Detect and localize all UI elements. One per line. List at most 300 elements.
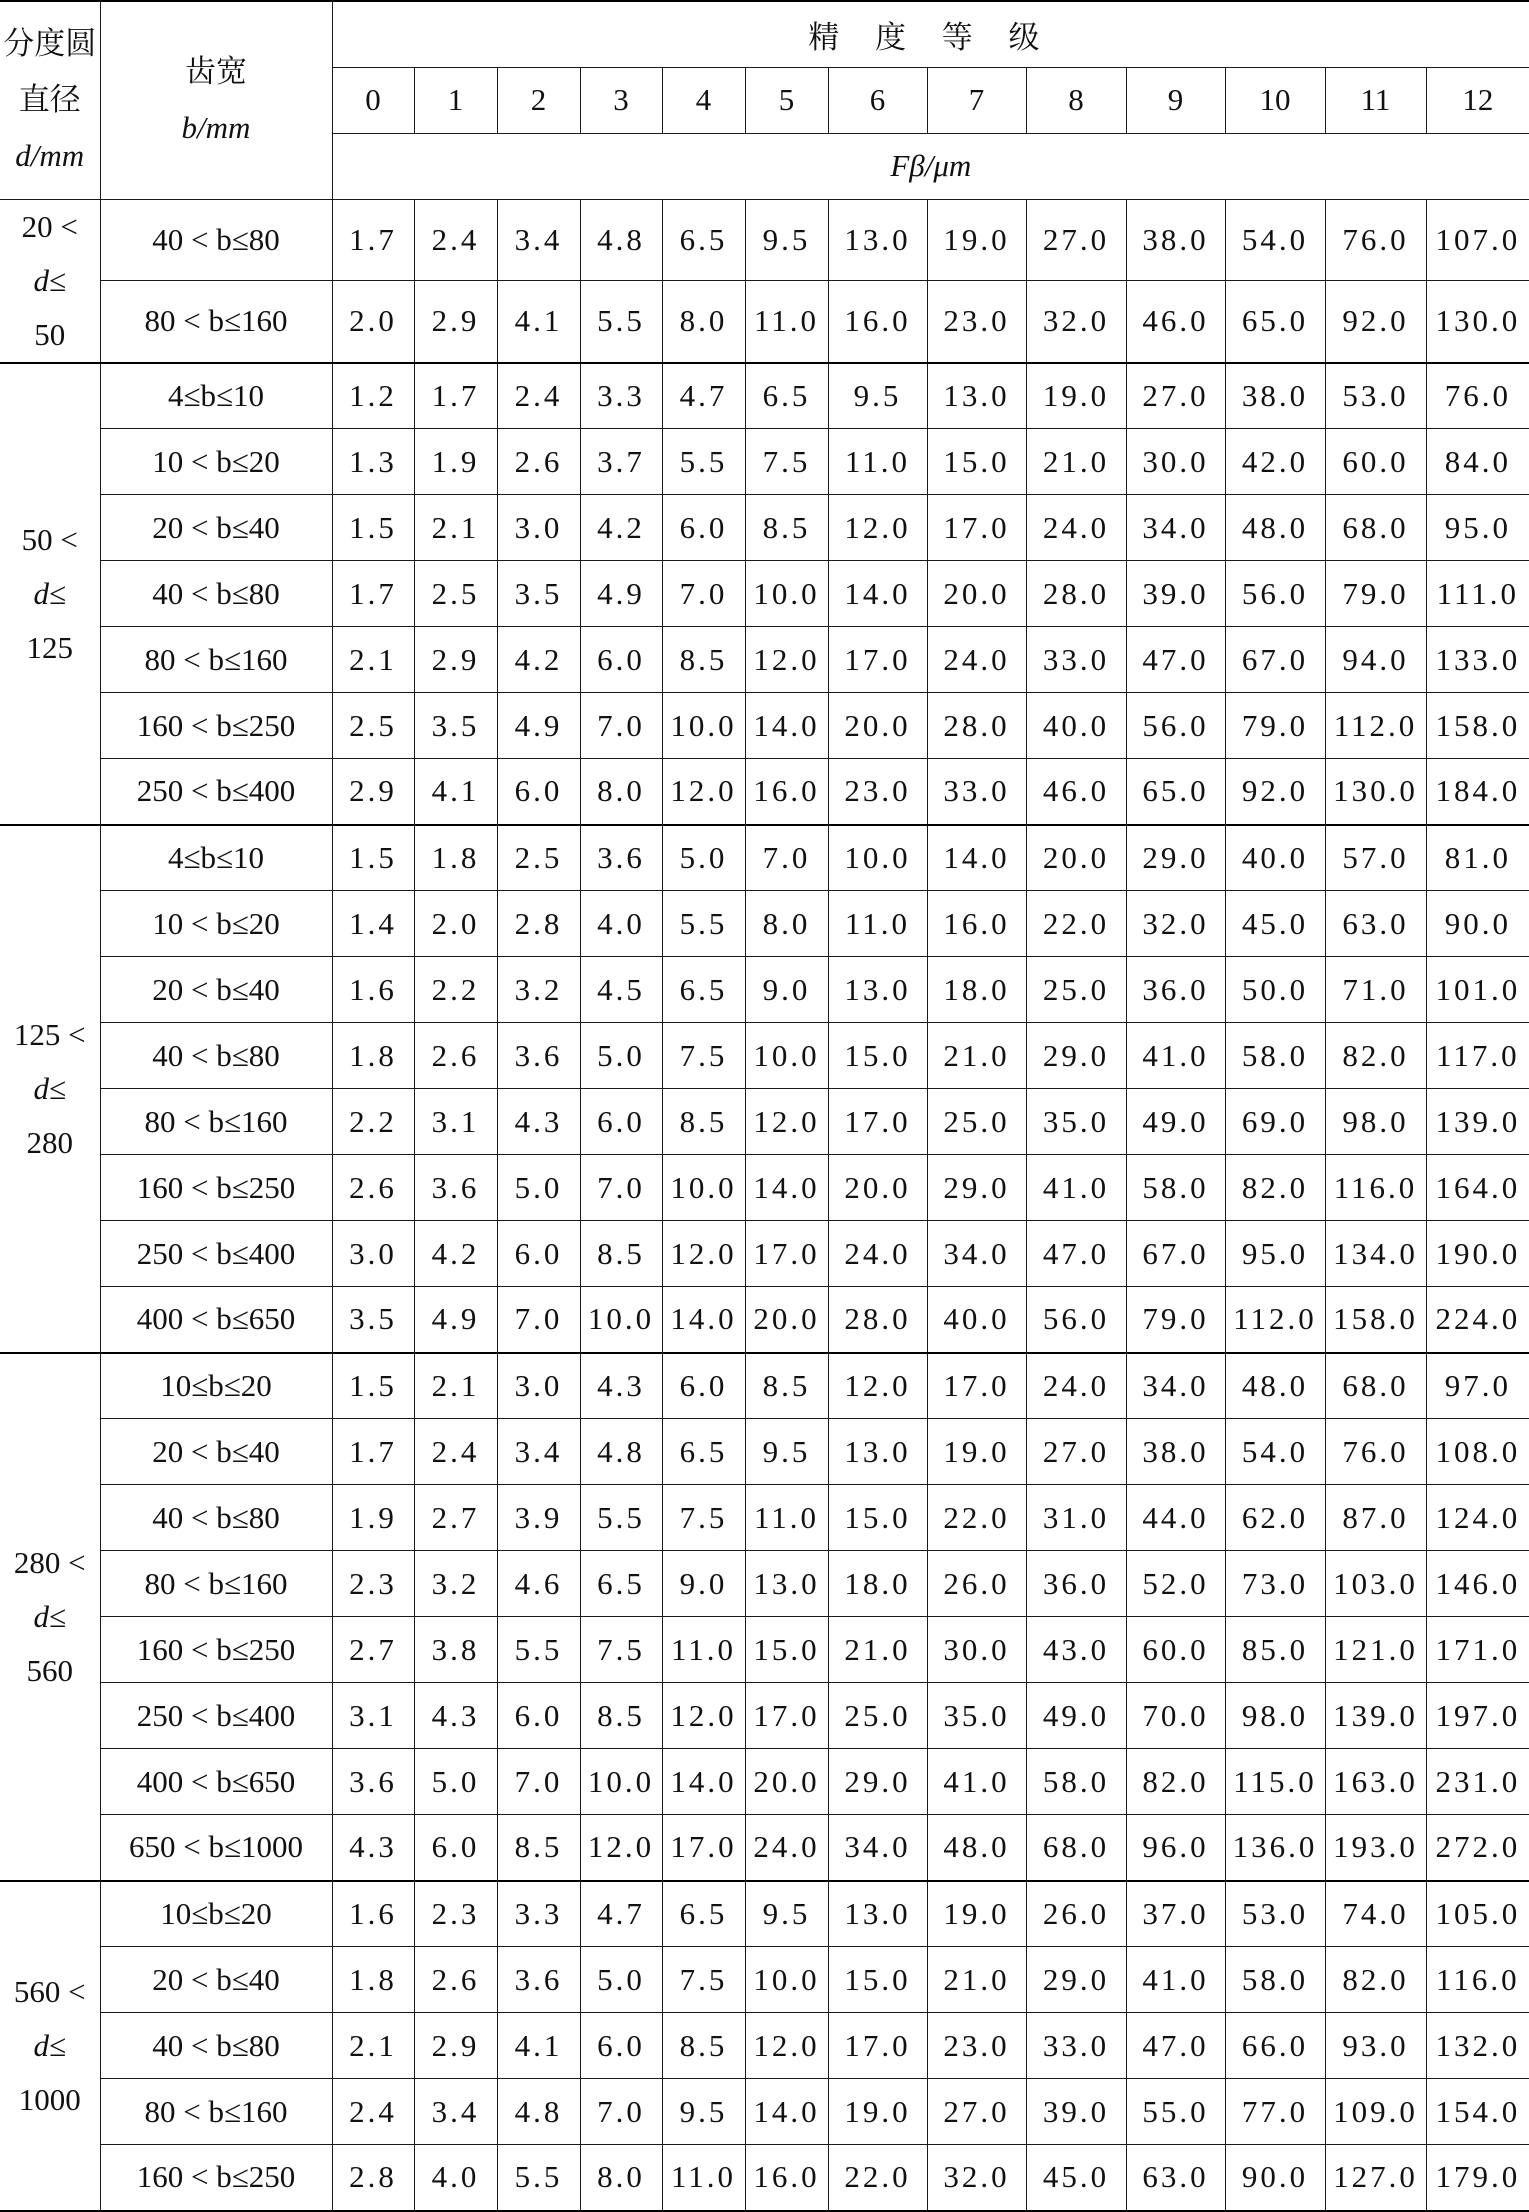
tolerance-value-cell: 65.0	[1225, 281, 1325, 363]
tolerance-value-cell: 8.0	[745, 891, 828, 957]
width-range-cell: 160 < b≤250	[100, 1155, 332, 1221]
tolerance-value-cell: 2.0	[332, 281, 414, 363]
tolerance-value-cell: 13.0	[745, 1551, 828, 1617]
tolerance-value-cell: 27.0	[1026, 1419, 1126, 1485]
width-range-cell: 4≤b≤10	[100, 363, 332, 429]
tolerance-value-cell: 2.4	[332, 2079, 414, 2145]
tolerance-value-cell: 17.0	[745, 1683, 828, 1749]
tolerance-value-cell: 7.0	[497, 1749, 580, 1815]
tolerance-value-cell: 14.0	[745, 1155, 828, 1221]
tolerance-value-cell: 46.0	[1126, 281, 1225, 363]
tolerance-value-cell: 20.0	[927, 561, 1026, 627]
tolerance-value-cell: 130.0	[1325, 759, 1426, 825]
table-row	[0, 693, 1529, 759]
diameter-range-line: d≤	[33, 575, 66, 611]
tolerance-value-cell: 21.0	[927, 1023, 1026, 1089]
width-range-cell: 80 < b≤160	[100, 1089, 332, 1155]
tolerance-value-cell: 22.0	[1026, 891, 1126, 957]
width-range-cell: 20 < b≤40	[100, 495, 332, 561]
tolerance-value-cell: 53.0	[1325, 363, 1426, 429]
tolerance-value-cell: 12.0	[662, 1683, 745, 1749]
table-row	[0, 1023, 1529, 1089]
tolerance-value-cell: 193.0	[1325, 1815, 1426, 1881]
tolerance-value-cell: 1.5	[332, 1353, 414, 1419]
tolerance-value-cell: 3.3	[580, 363, 662, 429]
tolerance-value-cell: 11.0	[662, 1617, 745, 1683]
tolerance-value-cell: 184.0	[1426, 759, 1529, 825]
tolerance-value-cell: 130.0	[1426, 281, 1529, 363]
tolerance-value-cell: 47.0	[1026, 1221, 1126, 1287]
table-row	[0, 627, 1529, 693]
tolerance-value-cell: 5.0	[580, 1023, 662, 1089]
tolerance-value-cell: 40.0	[1026, 693, 1126, 759]
tolerance-value-cell: 20.0	[828, 693, 927, 759]
tolerance-value-cell: 9.5	[745, 1419, 828, 1485]
tolerance-value-cell: 3.4	[414, 2079, 497, 2145]
tolerance-value-cell: 3.2	[414, 1551, 497, 1617]
tolerance-value-cell: 49.0	[1026, 1683, 1126, 1749]
tolerance-value-cell: 16.0	[927, 891, 1026, 957]
tolerance-value-cell: 67.0	[1225, 627, 1325, 693]
width-range-cell: 20 < b≤40	[100, 957, 332, 1023]
tolerance-value-cell: 2.9	[414, 2013, 497, 2079]
tolerance-value-cell: 3.4	[497, 1419, 580, 1485]
width-range-cell: 40 < b≤80	[100, 199, 332, 281]
table-row	[0, 825, 1529, 891]
tolerance-value-cell: 112.0	[1225, 1287, 1325, 1353]
tolerance-value-cell: 6.0	[580, 1089, 662, 1155]
tolerance-value-cell: 85.0	[1225, 1617, 1325, 1683]
width-range-cell: 20 < b≤40	[100, 1947, 332, 2013]
tolerance-value-cell: 139.0	[1426, 1089, 1529, 1155]
tolerance-value-cell: 76.0	[1426, 363, 1529, 429]
tolerance-value-cell: 17.0	[745, 1221, 828, 1287]
tolerance-value-cell: 6.5	[662, 1419, 745, 1485]
tolerance-value-cell: 1.9	[414, 429, 497, 495]
tolerance-value-cell: 6.5	[662, 957, 745, 1023]
tolerance-value-cell: 36.0	[1126, 957, 1225, 1023]
table-row	[0, 1485, 1529, 1551]
tolerance-value-cell: 55.0	[1126, 2079, 1225, 2145]
tolerance-value-cell: 116.0	[1426, 1947, 1529, 2013]
table-row	[0, 561, 1529, 627]
tolerance-value-cell: 2.9	[414, 627, 497, 693]
tolerance-value-cell: 34.0	[1126, 495, 1225, 561]
tolerance-value-cell: 23.0	[927, 281, 1026, 363]
tolerance-value-cell: 4.9	[414, 1287, 497, 1353]
tolerance-value-cell: 10.0	[745, 561, 828, 627]
tolerance-value-cell: 7.5	[662, 1485, 745, 1551]
tolerance-value-cell: 34.0	[828, 1815, 927, 1881]
tolerance-value-cell: 7.5	[662, 1023, 745, 1089]
tolerance-value-cell: 37.0	[1126, 1881, 1225, 1947]
tolerance-value-cell: 34.0	[1126, 1353, 1225, 1419]
diameter-range-line: 560	[26, 1652, 73, 1688]
tolerance-value-cell: 4.8	[580, 1419, 662, 1485]
tolerance-value-cell: 136.0	[1225, 1815, 1325, 1881]
tolerance-value-cell: 21.0	[828, 1617, 927, 1683]
width-range-cell: 160 < b≤250	[100, 1617, 332, 1683]
tolerance-value-cell: 2.4	[414, 199, 497, 281]
tolerance-value-cell: 7.0	[745, 825, 828, 891]
tolerance-value-cell: 7.0	[580, 1155, 662, 1221]
tolerance-value-cell: 1.3	[332, 429, 414, 495]
tolerance-value-cell: 2.1	[332, 2013, 414, 2079]
tolerance-value-cell: 65.0	[1126, 759, 1225, 825]
tolerance-value-cell: 3.6	[497, 1023, 580, 1089]
tolerance-value-cell: 7.5	[662, 1947, 745, 2013]
tolerance-value-cell: 154.0	[1426, 2079, 1529, 2145]
tolerance-value-cell: 2.7	[414, 1485, 497, 1551]
tolerance-value-cell: 109.0	[1325, 2079, 1426, 2145]
tolerance-value-cell: 2.6	[414, 1023, 497, 1089]
tolerance-value-cell: 1.4	[332, 891, 414, 957]
tolerance-value-cell: 2.4	[414, 1419, 497, 1485]
diameter-range-cell	[0, 1881, 100, 2211]
tolerance-value-cell: 4.9	[497, 693, 580, 759]
tolerance-value-cell: 98.0	[1225, 1683, 1325, 1749]
tolerance-value-cell: 108.0	[1426, 1419, 1529, 1485]
tolerance-value-cell: 20.0	[1026, 825, 1126, 891]
tolerance-value-cell: 17.0	[828, 1089, 927, 1155]
tolerance-value-cell: 38.0	[1126, 199, 1225, 281]
tolerance-value-cell: 2.7	[332, 1617, 414, 1683]
tolerance-value-cell: 224.0	[1426, 1287, 1529, 1353]
tolerance-value-cell: 2.9	[332, 759, 414, 825]
tolerance-value-cell: 2.3	[332, 1551, 414, 1617]
tolerance-value-cell: 5.5	[580, 1485, 662, 1551]
precision-grade-title: 精 度 等 级	[332, 1, 1529, 67]
tolerance-value-cell: 8.5	[580, 1221, 662, 1287]
tolerance-value-cell: 1.8	[332, 1023, 414, 1089]
tolerance-value-cell: 73.0	[1225, 1551, 1325, 1617]
tolerance-value-cell: 2.0	[414, 891, 497, 957]
table-row	[0, 1881, 1529, 1947]
tolerance-value-cell: 9.5	[828, 363, 927, 429]
tolerance-value-cell: 1.8	[414, 825, 497, 891]
tolerance-value-cell: 171.0	[1426, 1617, 1529, 1683]
tolerance-value-cell: 9.5	[745, 1881, 828, 1947]
tolerance-value-cell: 19.0	[828, 2079, 927, 2145]
table-row	[0, 1155, 1529, 1221]
table-row	[0, 2079, 1529, 2145]
tolerance-value-cell: 19.0	[927, 1419, 1026, 1485]
tolerance-value-cell: 33.0	[927, 759, 1026, 825]
tolerance-value-cell: 146.0	[1426, 1551, 1529, 1617]
diameter-label-line2: 直径	[18, 82, 81, 118]
table-row	[0, 759, 1529, 825]
tolerance-value-cell: 2.1	[332, 627, 414, 693]
tolerance-value-cell: 41.0	[1026, 1155, 1126, 1221]
tolerance-value-cell: 8.5	[580, 1683, 662, 1749]
tolerance-value-cell: 63.0	[1126, 2145, 1225, 2211]
tolerance-value-cell: 90.0	[1225, 2145, 1325, 2211]
tolerance-value-cell: 47.0	[1126, 2013, 1225, 2079]
diameter-range-line: 280	[26, 1124, 73, 1160]
tolerance-value-cell: 5.0	[414, 1749, 497, 1815]
table-row	[0, 1947, 1529, 2013]
tolerance-value-cell: 14.0	[745, 693, 828, 759]
tolerance-value-cell: 4.5	[580, 957, 662, 1023]
width-range-cell: 400 < b≤650	[100, 1287, 332, 1353]
tolerance-value-cell: 10.0	[828, 825, 927, 891]
tolerance-value-cell: 23.0	[828, 759, 927, 825]
tolerance-value-cell: 1.6	[332, 957, 414, 1023]
tolerance-value-cell: 14.0	[828, 561, 927, 627]
tolerance-value-cell: 26.0	[1026, 1881, 1126, 1947]
tolerance-value-cell: 14.0	[927, 825, 1026, 891]
tolerance-value-cell: 52.0	[1126, 1551, 1225, 1617]
tolerance-value-cell: 20.0	[745, 1749, 828, 1815]
width-range-cell: 20 < b≤40	[100, 1419, 332, 1485]
tolerance-value-cell: 18.0	[828, 1551, 927, 1617]
tolerance-value-cell: 41.0	[1126, 1023, 1225, 1089]
grade-header-cell: 0	[332, 67, 414, 133]
table-row	[0, 2013, 1529, 2079]
grade-header-cell: 1	[414, 67, 497, 133]
tolerance-value-cell: 164.0	[1426, 1155, 1529, 1221]
tolerance-value-cell: 4.7	[662, 363, 745, 429]
tolerance-value-cell: 24.0	[927, 627, 1026, 693]
tolerance-value-cell: 6.5	[662, 1881, 745, 1947]
tolerance-value-cell: 8.0	[580, 759, 662, 825]
tolerance-value-cell: 12.0	[662, 759, 745, 825]
tolerance-value-cell: 28.0	[1026, 561, 1126, 627]
tolerance-value-cell: 54.0	[1225, 1419, 1325, 1485]
width-range-cell: 10≤b≤20	[100, 1353, 332, 1419]
tolerance-value-cell: 158.0	[1426, 693, 1529, 759]
grade-header-cell: 8	[1026, 67, 1126, 133]
tolerance-value-cell: 10.0	[745, 1947, 828, 2013]
tolerance-value-cell: 79.0	[1225, 693, 1325, 759]
tolerance-value-cell: 24.0	[828, 1221, 927, 1287]
tolerance-value-cell: 3.2	[497, 957, 580, 1023]
table-row	[0, 2145, 1529, 2211]
tolerance-value-cell: 3.5	[332, 1287, 414, 1353]
diameter-range-cell	[0, 199, 100, 363]
tolerance-value-cell: 30.0	[927, 1617, 1026, 1683]
tolerance-value-cell: 5.5	[497, 2145, 580, 2211]
tolerance-value-cell: 4.9	[580, 561, 662, 627]
tolerance-value-cell: 57.0	[1325, 825, 1426, 891]
tolerance-value-cell: 33.0	[1026, 627, 1126, 693]
tolerance-value-cell: 10.0	[745, 1023, 828, 1089]
tolerance-value-cell: 71.0	[1325, 957, 1426, 1023]
tolerance-value-cell: 20.0	[745, 1287, 828, 1353]
tolerance-value-cell: 6.0	[497, 1683, 580, 1749]
tolerance-value-cell: 15.0	[828, 1485, 927, 1551]
grade-header-cell: 2	[497, 67, 580, 133]
tolerance-value-cell: 10.0	[662, 693, 745, 759]
tolerance-value-cell: 5.5	[497, 1617, 580, 1683]
tolerance-value-cell: 8.5	[662, 1089, 745, 1155]
tolerance-value-cell: 24.0	[745, 1815, 828, 1881]
tolerance-value-cell: 2.6	[414, 1947, 497, 2013]
tolerance-value-cell: 84.0	[1426, 429, 1529, 495]
diameter-range-line: 20 <	[21, 208, 78, 244]
tolerance-value-cell: 48.0	[1225, 1353, 1325, 1419]
tolerance-value-cell: 19.0	[927, 199, 1026, 281]
tolerance-value-cell: 69.0	[1225, 1089, 1325, 1155]
tolerance-value-cell: 29.0	[1026, 1023, 1126, 1089]
diameter-range-line: d≤	[33, 1070, 66, 1106]
table-row	[0, 891, 1529, 957]
grade-header-cell: 5	[745, 67, 828, 133]
tolerance-value-cell: 82.0	[1325, 1947, 1426, 2013]
tolerance-value-cell: 36.0	[1026, 1551, 1126, 1617]
tolerance-value-cell: 32.0	[1026, 281, 1126, 363]
tolerance-value-cell: 11.0	[745, 281, 828, 363]
tolerance-value-cell: 13.0	[828, 957, 927, 1023]
tolerance-value-cell: 13.0	[828, 1419, 927, 1485]
tolerance-value-cell: 46.0	[1026, 759, 1126, 825]
tolerance-value-cell: 41.0	[1126, 1947, 1225, 2013]
tolerance-value-cell: 47.0	[1126, 627, 1225, 693]
tolerance-value-cell: 1.7	[332, 1419, 414, 1485]
tolerance-value-cell: 3.8	[414, 1617, 497, 1683]
tolerance-value-cell: 272.0	[1426, 1815, 1529, 1881]
tolerance-value-cell: 2.5	[332, 693, 414, 759]
tolerance-value-cell: 17.0	[828, 2013, 927, 2079]
width-range-cell: 160 < b≤250	[100, 2145, 332, 2211]
tolerance-value-cell: 158.0	[1325, 1287, 1426, 1353]
tolerance-value-cell: 9.5	[662, 2079, 745, 2145]
tolerance-value-cell: 68.0	[1325, 495, 1426, 561]
width-unit: b/mm	[181, 110, 251, 146]
tolerance-value-cell: 1.5	[332, 495, 414, 561]
tolerance-value-cell: 6.5	[662, 199, 745, 281]
tolerance-value-cell: 56.0	[1126, 693, 1225, 759]
grade-header-cell: 10	[1225, 67, 1325, 133]
width-range-cell: 10≤b≤20	[100, 1881, 332, 1947]
tolerance-value-cell: 60.0	[1325, 429, 1426, 495]
tolerance-value-cell: 33.0	[1026, 2013, 1126, 2079]
tolerance-value-cell: 23.0	[927, 2013, 1026, 2079]
tolerance-value-cell: 13.0	[828, 199, 927, 281]
tolerance-value-cell: 32.0	[927, 2145, 1026, 2211]
tolerance-value-cell: 24.0	[1026, 495, 1126, 561]
diameter-header	[0, 1, 100, 199]
tolerance-value-cell: 2.2	[414, 957, 497, 1023]
grade-header-cell: 4	[662, 67, 745, 133]
tolerance-value-cell: 4.3	[580, 1353, 662, 1419]
diameter-label-line1: 分度圆	[3, 26, 97, 62]
tolerance-value-cell: 40.0	[1225, 825, 1325, 891]
tolerance-value-cell: 38.0	[1126, 1419, 1225, 1485]
tolerance-value-cell: 1.9	[332, 1485, 414, 1551]
tolerance-value-cell: 6.0	[580, 2013, 662, 2079]
tolerance-value-cell: 12.0	[745, 2013, 828, 2079]
tolerance-value-cell: 3.7	[580, 429, 662, 495]
tolerance-value-cell: 12.0	[580, 1815, 662, 1881]
tolerance-value-cell: 3.6	[497, 1947, 580, 2013]
tolerance-value-cell: 2.1	[414, 495, 497, 561]
tolerance-value-cell: 105.0	[1426, 1881, 1529, 1947]
tolerance-value-cell: 56.0	[1225, 561, 1325, 627]
tolerance-value-cell: 98.0	[1325, 1089, 1426, 1155]
tolerance-value-cell: 2.1	[414, 1353, 497, 1419]
tolerance-value-cell: 40.0	[927, 1287, 1026, 1353]
tolerance-value-cell: 94.0	[1325, 627, 1426, 693]
tolerance-value-cell: 14.0	[745, 2079, 828, 2145]
tolerance-value-cell: 11.0	[828, 429, 927, 495]
tolerance-value-cell: 101.0	[1426, 957, 1529, 1023]
width-range-cell: 650 < b≤1000	[100, 1815, 332, 1881]
tolerance-value-cell: 4.2	[414, 1221, 497, 1287]
tolerance-value-cell: 3.0	[332, 1221, 414, 1287]
grade-header-cell: 6	[828, 67, 927, 133]
tolerance-value-cell: 3.6	[580, 825, 662, 891]
width-range-cell: 80 < b≤160	[100, 627, 332, 693]
tolerance-value-cell: 9.0	[745, 957, 828, 1023]
width-range-cell: 250 < b≤400	[100, 1683, 332, 1749]
tolerance-value-cell: 121.0	[1325, 1617, 1426, 1683]
tolerance-value-cell: 11.0	[745, 1485, 828, 1551]
tolerance-value-cell: 3.6	[332, 1749, 414, 1815]
tolerance-value-cell: 70.0	[1126, 1683, 1225, 1749]
tolerance-value-cell: 13.0	[828, 1881, 927, 1947]
tolerance-value-cell: 21.0	[927, 1947, 1026, 2013]
tolerance-value-cell: 8.5	[497, 1815, 580, 1881]
tolerance-value-cell: 4.0	[414, 2145, 497, 2211]
tolerance-value-cell: 25.0	[1026, 957, 1126, 1023]
tolerance-value-cell: 19.0	[1026, 363, 1126, 429]
tolerance-value-cell: 7.0	[497, 1287, 580, 1353]
width-range-cell: 80 < b≤160	[100, 1551, 332, 1617]
tolerance-value-cell: 15.0	[828, 1023, 927, 1089]
tolerance-value-cell: 3.4	[497, 199, 580, 281]
tolerance-value-cell: 77.0	[1225, 2079, 1325, 2145]
tolerance-value-cell: 8.0	[662, 281, 745, 363]
tolerance-value-cell: 67.0	[1126, 1221, 1225, 1287]
tolerance-value-cell: 68.0	[1026, 1815, 1126, 1881]
tolerance-value-cell: 39.0	[1026, 2079, 1126, 2145]
width-range-cell: 80 < b≤160	[100, 281, 332, 363]
width-range-cell: 160 < b≤250	[100, 693, 332, 759]
diameter-range-line: 50 <	[21, 521, 78, 557]
tolerance-value-cell: 32.0	[1126, 891, 1225, 957]
tolerance-value-cell: 7.5	[580, 1617, 662, 1683]
diameter-range-line: 50	[34, 316, 66, 352]
grade-header-cell: 7	[927, 67, 1026, 133]
value-unit-label: Fβ/μm	[332, 133, 1529, 199]
tolerance-value-cell: 35.0	[1026, 1089, 1126, 1155]
tolerance-value-cell: 6.0	[497, 759, 580, 825]
width-range-cell: 250 < b≤400	[100, 759, 332, 825]
tolerance-value-cell: 17.0	[927, 1353, 1026, 1419]
tolerance-value-cell: 2.2	[332, 1089, 414, 1155]
tolerance-value-cell: 82.0	[1325, 1023, 1426, 1089]
tolerance-value-cell: 22.0	[927, 1485, 1026, 1551]
tolerance-value-cell: 17.0	[927, 495, 1026, 561]
tolerance-value-cell: 3.3	[497, 1881, 580, 1947]
tolerance-value-cell: 163.0	[1325, 1749, 1426, 1815]
tolerance-value-cell: 28.0	[927, 693, 1026, 759]
tolerance-value-cell: 1.7	[332, 199, 414, 281]
tolerance-value-cell: 139.0	[1325, 1683, 1426, 1749]
diameter-range-line: d≤	[33, 262, 66, 298]
tolerance-value-cell: 60.0	[1126, 1617, 1225, 1683]
diameter-range-line: d≤	[33, 2027, 66, 2063]
table-row	[0, 495, 1529, 561]
table-row	[0, 363, 1529, 429]
tolerance-value-cell: 45.0	[1225, 891, 1325, 957]
tolerance-value-cell: 34.0	[927, 1221, 1026, 1287]
tolerance-value-cell: 62.0	[1225, 1485, 1325, 1551]
tolerance-value-cell: 4.0	[580, 891, 662, 957]
table-row	[0, 1749, 1529, 1815]
diameter-range-line: 280 <	[13, 1544, 86, 1580]
